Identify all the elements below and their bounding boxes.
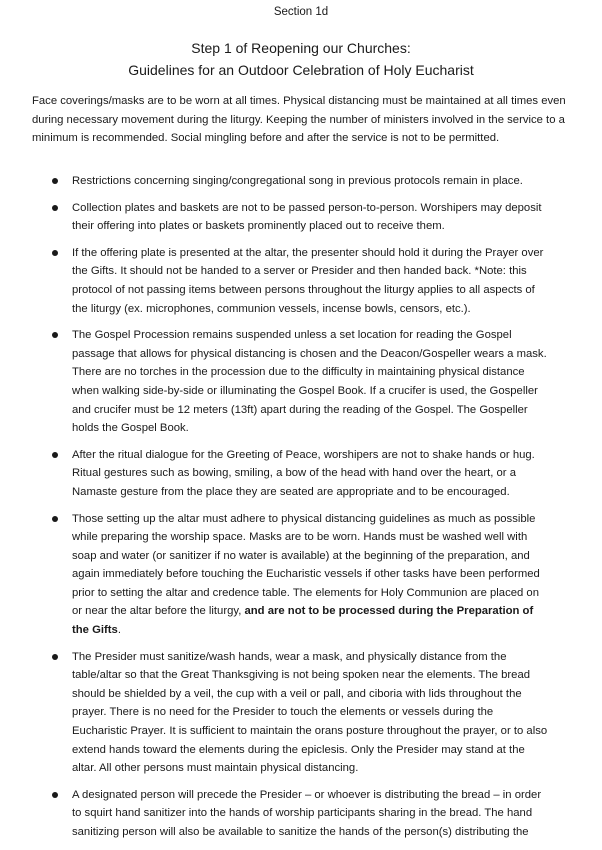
list-item bbox=[0, 172, 551, 191]
list-item bbox=[0, 510, 551, 640]
list-item-text: Collection plates and baskets are not to be passed person-to-person. Worshipers may deposit their offering into plates or baskets prominently placed out to receive them. bbox=[72, 201, 542, 233]
list-item bbox=[0, 244, 551, 318]
title-line-1: Step 1 of Reopening our Churches: bbox=[191, 40, 411, 56]
list-item bbox=[0, 786, 551, 842]
intro-paragraph: Face coverings/masks are to be worn at all times. Physical distancing must be maintained at all times even during necessary movement during the liturgy. Keeping the number of ministers involved in the service to a minimum is recommended. Social mingling before and after the service is not to be permitted. bbox=[32, 95, 566, 145]
document-title bbox=[0, 37, 602, 81]
bullet-icon bbox=[52, 332, 58, 338]
list-item bbox=[0, 446, 551, 502]
list-item-text: After the ritual dialogue for the Greeting of Peace, worshipers are not to shake hands or hug. Ritual gestures such as bowing, smiling, a bow of the head with hand over the heart, or a Namaste gesture from the place they are seated are appropriate and to be encouraged. bbox=[72, 448, 535, 498]
bullet-icon bbox=[52, 792, 58, 798]
bullet-icon bbox=[52, 178, 58, 184]
list-item-text: The Presider must sanitize/wash hands, wear a mask, and physically distance from the table/altar so that the Great Thanksgiving is not being spoken near the elements. The bread should be shielded by a veil, the cup with a veil or pall, and ciboria with lids throughout the prayer. There is no need for the Presider to touch the elements or vessels during the Eucharistic Prayer. It is sufficient to maintain the orans posture throughout the prayer, or to also extend hands toward the elements during the epiclesis. Only the Presider may stand at the altar. All other persons must maintain physical distancing. bbox=[72, 650, 548, 775]
list-item-text: Those setting up the altar must adhere to physical distancing guidelines as much as possible while preparing the worship space. Masks are to be worn. Hands must be washed well with soap and water (or sanitizer if no water is available) at the beginning of the preparation, and again immediately before touching the Eucharistic vessels if other tasks have been performed prior to setting the altar and credence table. The elements for Holy Communion are placed on or near the altar before the liturgy, bbox=[72, 512, 540, 618]
list-item-tail-text: . bbox=[117, 624, 121, 637]
list-item bbox=[0, 326, 551, 438]
bullet-icon bbox=[52, 654, 58, 660]
title-line-2: Guidelines for an Outdoor Celebration of Holy Eucharist bbox=[128, 62, 474, 78]
list-item bbox=[0, 648, 551, 778]
list-item-text: If the offering plate is presented at the altar, the presenter should hold it during the Prayer over the Gifts. It should not be handed to a server or Presider and then handed back. *Note: this protocol of not passing items between persons throughout the liturgy applies to all aspects of the liturgy (ex. microphones, communion vessels, incense bowls, censors, etc.). bbox=[72, 246, 544, 315]
bullet-icon bbox=[52, 250, 58, 256]
guidelines-list bbox=[0, 172, 602, 850]
section-label: Section 1d bbox=[273, 6, 329, 18]
list-item-text: Restrictions concerning singing/congregational song in previous protocols remain in place. bbox=[72, 175, 523, 187]
list-item-text: A designated person will precede the Presider – or whoever is distributing the bread – in order to squirt hand sanitizer into the hands of worship participants sharing in the bread. The hand sanitizing person will also be available to sanitize the hands of the person(s) distributing the bbox=[72, 788, 542, 838]
list-item bbox=[0, 199, 551, 236]
bullet-icon bbox=[52, 452, 58, 458]
bullet-icon bbox=[52, 516, 58, 522]
list-item-text: The Gospel Procession remains suspended unless a set location for reading the Gospel passage that allows for physical distancing is chosen and the Deacon/Gospeller wears a mask. There are no torches in the procession due to the difficulty in maintaining physical distance when walking side-by-side or illuminating the Gospel Book. If a crucifer is used, the Gospeller and crucifer must be 12 meters (13ft) apart during the reading of the Gospel. The Gospeller holds the Gospel Book. bbox=[72, 329, 547, 435]
list-item-bold-text: and are not to be processed during the Preparation of the Gifts bbox=[72, 605, 534, 637]
bullet-icon bbox=[52, 205, 58, 211]
